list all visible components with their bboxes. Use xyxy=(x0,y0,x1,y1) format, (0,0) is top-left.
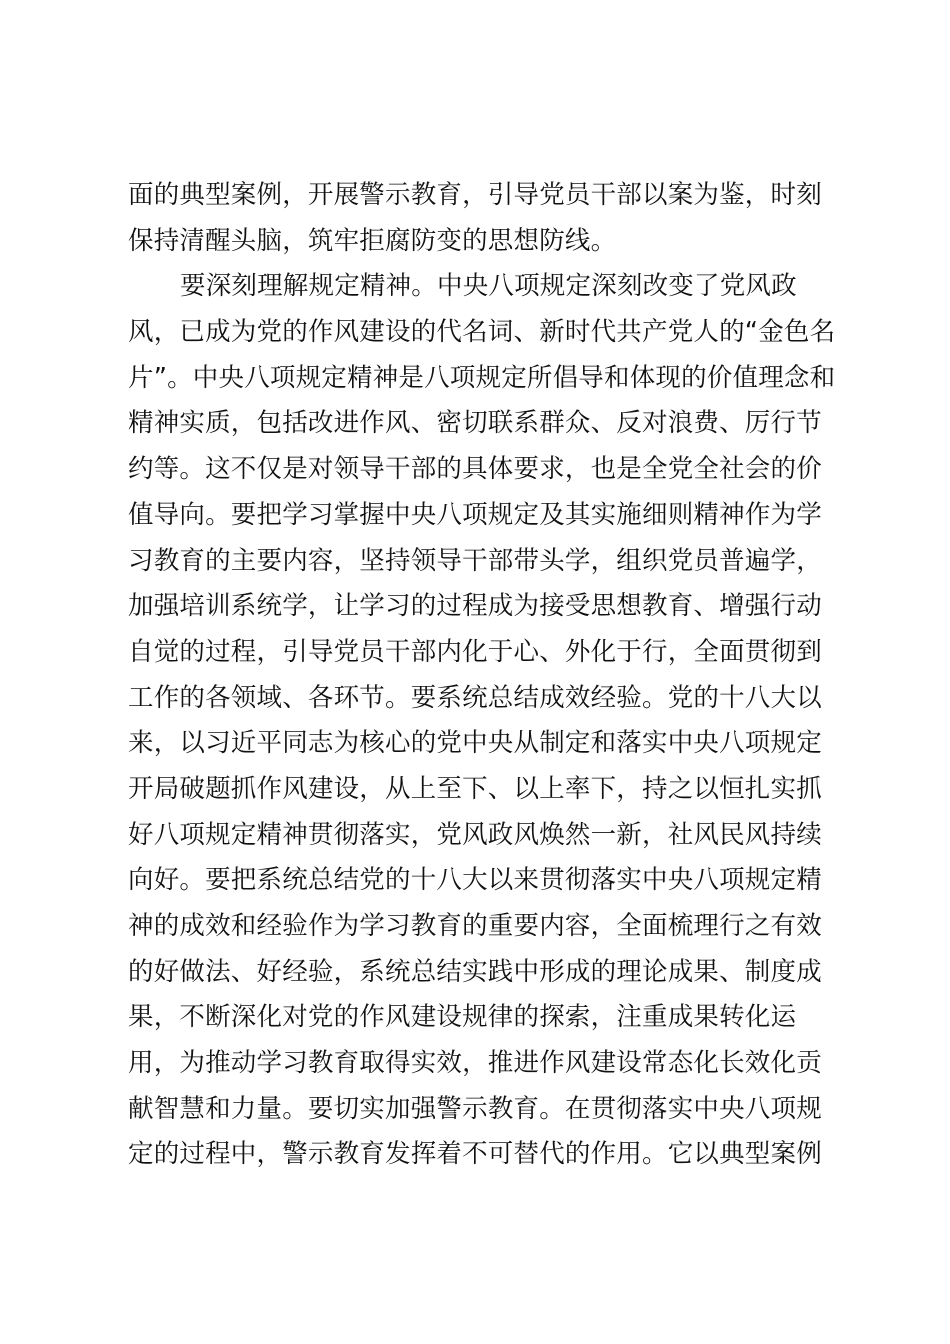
text-line: 自觉的过程，引导党员干部内化于心、外化于行，全面贯彻到 xyxy=(128,636,822,667)
text-line: 值导向。要把学习掌握中央八项规定及其实施细则精神作为学 xyxy=(128,499,822,530)
text-line: 工作的各领域、各环节。要系统总结成效经验。党的十八大以 xyxy=(128,682,822,713)
text-line: 习教育的主要内容，坚持领导干部带头学，组织党员普遍学， xyxy=(128,545,822,576)
text-line: 定的过程中，警示教育发挥着不可替代的作用。它以典型案例 xyxy=(128,1139,822,1170)
text-line: 用，为推动学习教育取得实效，推进作风建设常态化长效化贡 xyxy=(128,1048,822,1079)
text-line: 献智慧和力量。要切实加强警示教育。在贯彻落实中央八项规 xyxy=(128,1093,822,1124)
text-line: 保持清醒头脑，筑牢拒腐防变的思想防线。 xyxy=(128,225,617,256)
text-line: 片”。中央八项规定精神是八项规定所倡导和体现的价值理念和 xyxy=(128,362,836,393)
text-line-paragraph-start: 要深刻理解规定精神。中央八项规定深刻改变了党风政 xyxy=(180,271,797,302)
text-line: 好八项规定精神贯彻落实，党风政风焕然一新，社风民风持续 xyxy=(128,819,822,850)
text-line: 神的成效和经验作为学习教育的重要内容，全面梳理行之有效 xyxy=(128,911,822,941)
body-text xyxy=(128,177,836,1172)
text-line: 开局破题抓作风建设，从上至下、以上率下，持之以恒扎实抓 xyxy=(128,773,822,804)
text-line: 来，以习近平同志为核心的党中央从制定和落实中央八项规定 xyxy=(128,728,822,759)
text-line: 面的典型案例，开展警示教育，引导党员干部以案为鉴，时刻 xyxy=(128,180,822,210)
text-line: 的好做法、好经验，系统总结实践中形成的理论成果、制度成 xyxy=(128,956,822,987)
text-line: 果，不断深化对党的作风建设规律的探索，注重成果转化运 xyxy=(128,1002,797,1033)
text-line: 向好。要把系统总结党的十八大以来贯彻落实中央八项规定精 xyxy=(128,865,822,896)
text-line: 加强培训系统学，让学习的过程成为接受思想教育、增强行动 xyxy=(128,591,822,622)
text-line: 风，已成为党的作风建设的代名词、新时代共产党人的“金色名 xyxy=(128,317,836,348)
text-line: 精神实质，包括改进作风、密切联系群众、反对浪费、厉行节 xyxy=(128,408,822,439)
text-line: 约等。这不仅是对领导干部的具体要求，也是全党全社会的价 xyxy=(128,454,822,485)
